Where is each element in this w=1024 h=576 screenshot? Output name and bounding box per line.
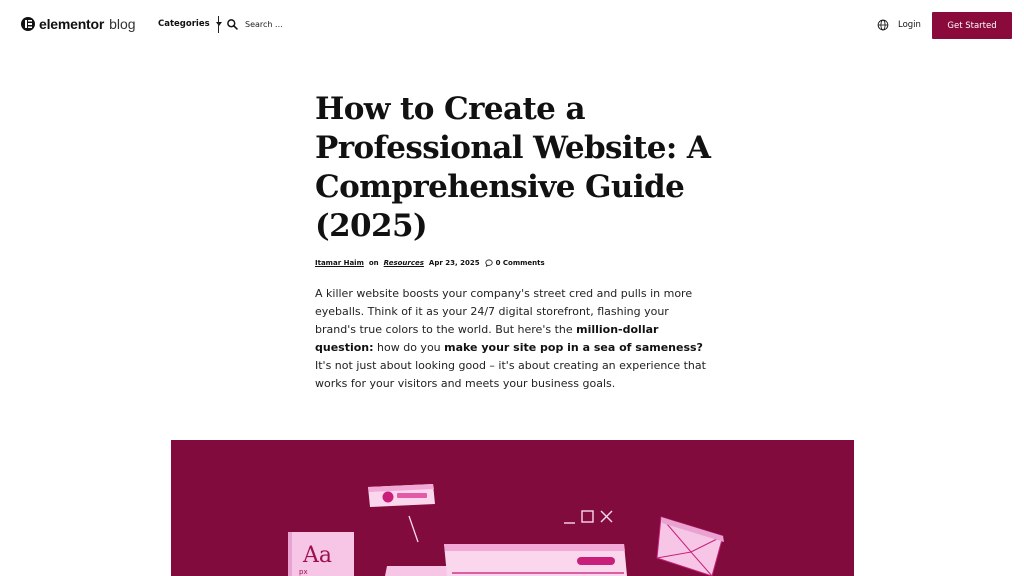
browser-bars-graphic <box>385 544 627 576</box>
page-title: How to Create a Professional Website: A Comprehensive Guide (2025) <box>315 91 711 244</box>
intro-bold-2: make your site pop in a sea of sameness? <box>444 341 703 354</box>
intro-text-3: It's not just about looking good – it's about creating an experience that works for your visitors and meets your business goals. <box>315 359 706 390</box>
comments-link[interactable]: 0 Comments <box>495 259 545 267</box>
get-started-button[interactable]: Get Started <box>932 12 1012 39</box>
categories-label: Categories <box>158 19 210 29</box>
window-controls-graphic <box>564 511 612 523</box>
hero-illustration-graphic <box>171 440 854 576</box>
font-card-text: Aa <box>303 543 333 568</box>
login-link[interactable]: Login <box>898 20 921 30</box>
intro-bold-1: million-dollar question: <box>315 323 659 354</box>
article-meta <box>315 259 545 267</box>
author-link[interactable]: Itamar Haim <box>315 259 364 267</box>
hero-illustration <box>171 440 854 576</box>
connector-line <box>409 516 418 542</box>
search-input[interactable] <box>245 20 385 29</box>
elementor-blog-logo[interactable] <box>21 16 136 32</box>
profile-tag-graphic <box>368 484 435 507</box>
font-card-unit: px <box>299 568 308 576</box>
site-header <box>0 0 1024 50</box>
comment-icon <box>485 259 493 267</box>
search-bar[interactable] <box>226 18 385 31</box>
logo-wordmark: elementor <box>39 16 105 32</box>
elementor-logo-icon <box>21 17 35 31</box>
header-divider <box>218 16 219 33</box>
meta-on-label: on <box>368 259 379 267</box>
intro-text-1: A killer website boosts your company's street cred and pulls in more eyeballs. Think of it as your 24/7 digital storefront, flashing your brand's true colors to the world. But here's the <box>315 287 693 336</box>
publish-date: Apr 23, 2025 <box>428 259 480 267</box>
categories-dropdown[interactable] <box>158 19 222 29</box>
envelope-graphic <box>657 517 724 576</box>
font-card-graphic <box>288 532 354 576</box>
logo-blog-label: blog <box>109 16 136 32</box>
article-intro <box>315 285 710 393</box>
search-icon[interactable] <box>226 18 239 31</box>
intro-text-2: how do you <box>373 341 445 354</box>
globe-icon[interactable] <box>877 19 889 31</box>
category-link[interactable]: Resources <box>383 259 424 267</box>
